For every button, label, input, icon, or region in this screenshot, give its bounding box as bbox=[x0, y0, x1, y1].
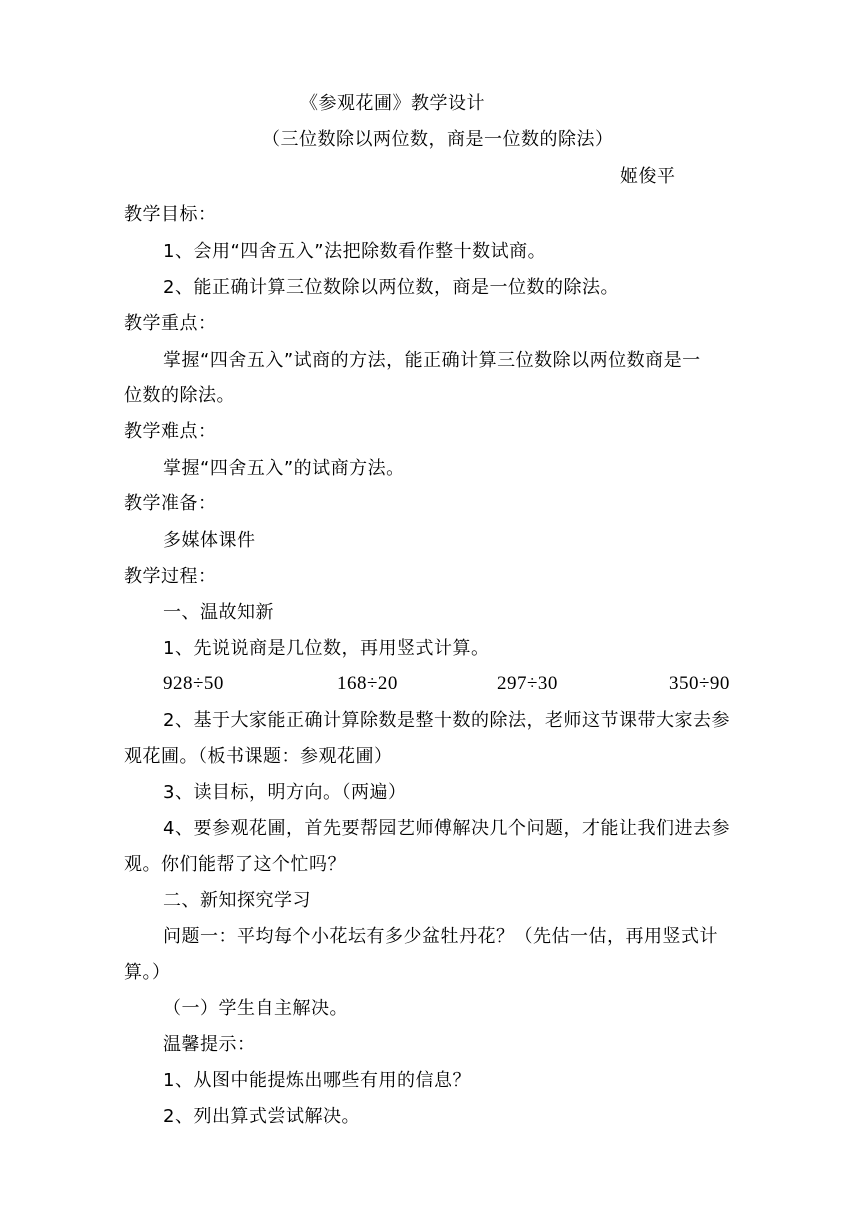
exercise-2: 168÷20 bbox=[337, 673, 398, 694]
objectives-heading: 教学目标： bbox=[124, 204, 217, 225]
key-points-heading: 教学重点： bbox=[124, 313, 217, 334]
subsection-1: （一）学生自主解决。 bbox=[163, 998, 348, 1019]
key-points-text-line1: 掌握“四舍五入”试商的方法，能正确计算三位数除以两位数商是一 bbox=[163, 350, 701, 371]
process-heading: 教学过程： bbox=[124, 566, 217, 587]
tip-item-1: 1、从图中能提炼出哪些有用的信息？ bbox=[163, 1070, 471, 1091]
process-p3: 3、读目标，明方向。（两遍） bbox=[163, 782, 407, 803]
process-p4-line1: 4、要参观花圃，首先要帮园艺师傅解决几个问题，才能让我们进去参 bbox=[163, 818, 730, 839]
preparation-text: 多媒体课件 bbox=[163, 530, 256, 551]
process-p2-line2: 观花圃。（板书课题：参观花圃） bbox=[124, 746, 393, 767]
part2-title: 二、新知探究学习 bbox=[163, 890, 311, 911]
exercise-1: 928÷50 bbox=[163, 673, 224, 694]
tip-item-2: 2、列出算式尝试解决。 bbox=[163, 1106, 360, 1127]
tip-heading: 温馨提示： bbox=[163, 1034, 256, 1055]
process-p1: 1、先说说商是几位数，再用竖式计算。 bbox=[163, 638, 490, 659]
preparation-heading: 教学准备： bbox=[124, 493, 217, 514]
part1-title: 一、温故知新 bbox=[163, 602, 274, 623]
exercise-3: 297÷30 bbox=[497, 673, 558, 694]
process-p2-line1: 2、基于大家能正确计算除数是整十数的除法，老师这节课带大家去参 bbox=[163, 710, 730, 731]
document-subtitle: （三位数除以两位数，商是一位数的除法） bbox=[262, 129, 614, 150]
key-points-text-line2: 位数的除法。 bbox=[124, 385, 235, 406]
exercise-4: 350÷90 bbox=[669, 673, 730, 694]
author-name: 姬俊平 bbox=[620, 166, 676, 187]
document-title: 《参观花圃》教学设计 bbox=[300, 93, 485, 114]
difficulties-heading: 教学难点： bbox=[124, 421, 217, 442]
process-p4-line2: 观。你们能帮了这个忙吗？ bbox=[124, 854, 346, 875]
question1-line1: 问题一：平均每个小花坛有多少盆牡丹花？（先估一估，再用竖式计 bbox=[163, 926, 718, 947]
objective-item-1: 1、会用“四舍五入”法把除数看作整十数试商。 bbox=[163, 241, 547, 262]
question1-line2: 算。） bbox=[124, 962, 171, 983]
objective-item-2: 2、能正确计算三位数除以两位数，商是一位数的除法。 bbox=[163, 277, 619, 298]
difficulties-text: 掌握“四舍五入”的试商方法。 bbox=[163, 458, 405, 479]
